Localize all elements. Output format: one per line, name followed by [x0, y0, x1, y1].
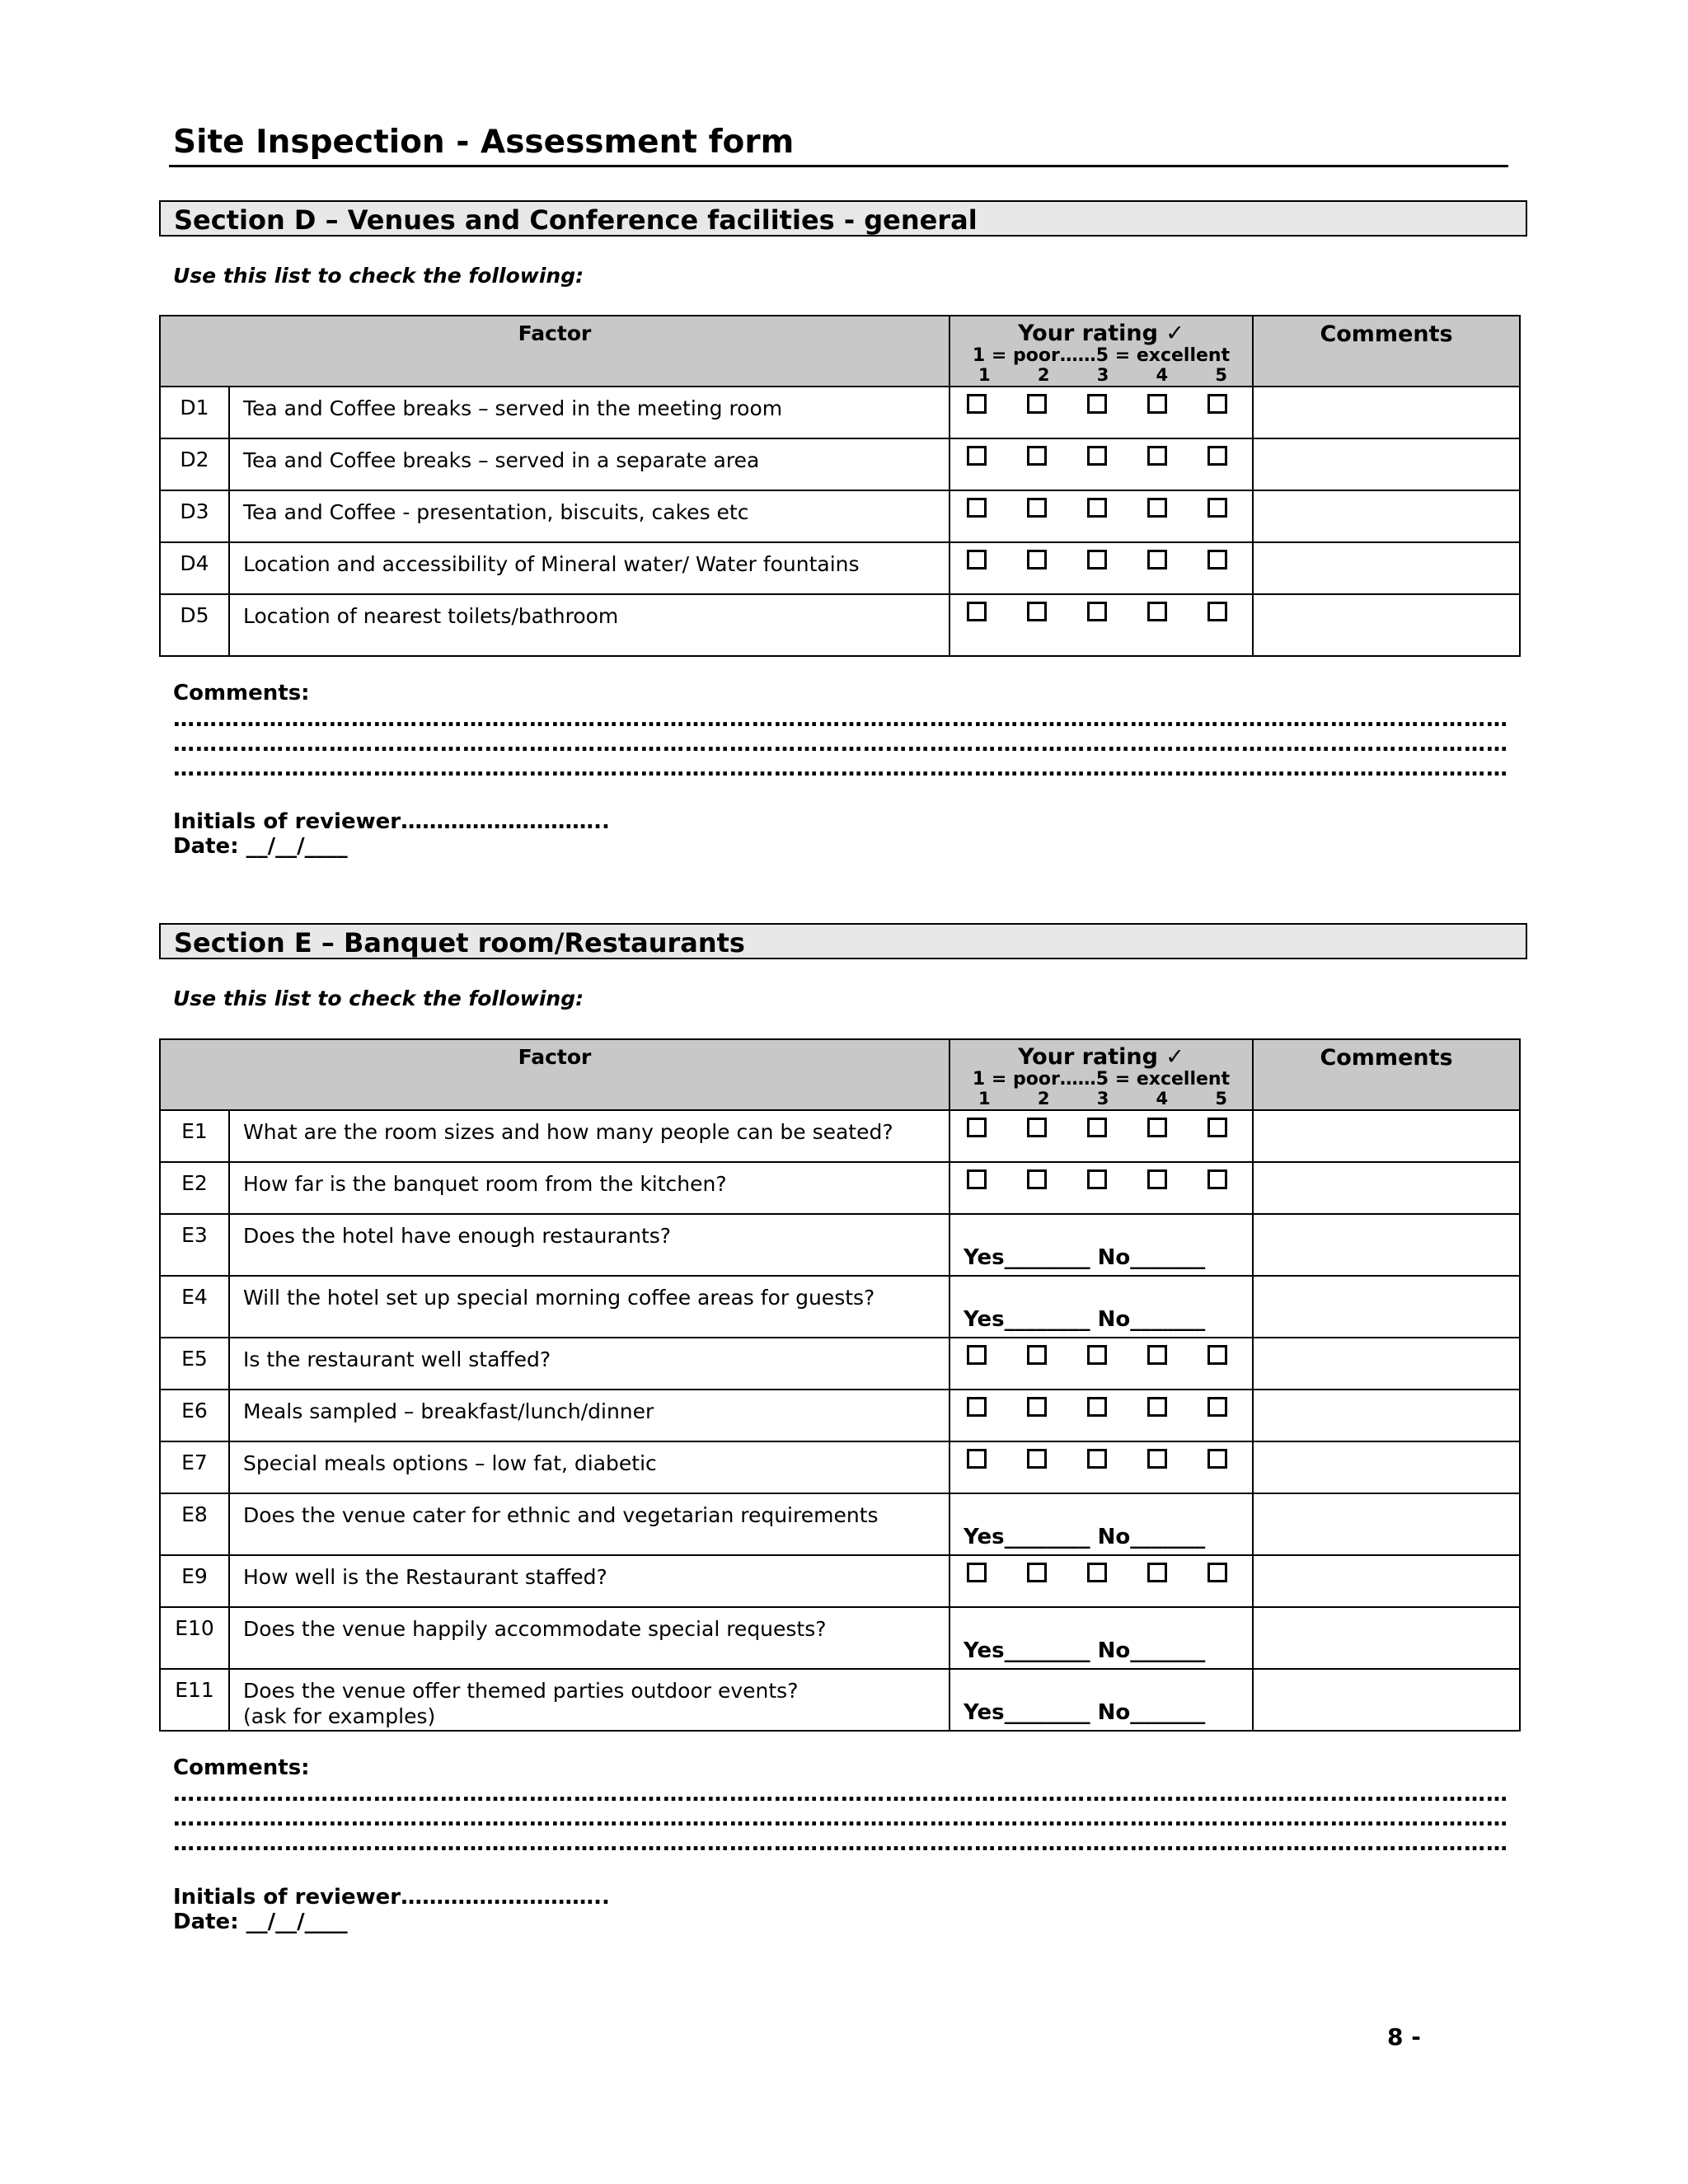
rating-checkbox[interactable]: [1147, 394, 1167, 414]
row-factor: [229, 1338, 950, 1390]
factor-text-note: (ask for examples): [243, 1704, 436, 1729]
scale-number: 4: [1156, 1088, 1169, 1108]
yes-no-field: [964, 1307, 1205, 1332]
row-rating: [950, 1162, 1253, 1214]
factor-text: Does the hotel have enough restaurants?: [243, 1224, 672, 1248]
row-factor: [229, 1390, 950, 1441]
section-e-date[interactable]: Date: __/__/____: [173, 1910, 348, 1934]
title-underline: [169, 165, 1508, 167]
scale-number: 2: [1037, 1088, 1050, 1108]
yes-field[interactable]: Yes________: [964, 1245, 1090, 1270]
rating-checkbox[interactable]: [1147, 550, 1167, 569]
rating-checkbox[interactable]: [1207, 1118, 1227, 1137]
row-comment-cell[interactable]: [1253, 1338, 1520, 1390]
table-row: [160, 1669, 1520, 1731]
scale-number: 4: [1156, 364, 1169, 385]
row-rating: [950, 490, 1253, 542]
rating-checkbox[interactable]: [1027, 446, 1047, 466]
rating-checkbox[interactable]: [1087, 498, 1107, 518]
comment-line[interactable]: [173, 1807, 1508, 1831]
section-d-heading: Section D – Venues and Conference facilities - general: [174, 204, 978, 236]
rating-checkbox[interactable]: [967, 550, 987, 569]
table-header-row: [160, 316, 1520, 387]
row-comment-cell[interactable]: [1253, 594, 1520, 656]
row-comment-cell[interactable]: [1253, 1390, 1520, 1441]
row-comment-cell[interactable]: [1253, 1441, 1520, 1493]
table-row: [160, 1390, 1520, 1441]
rating-checkbox[interactable]: [1207, 394, 1227, 414]
factor-text: Location of nearest toilets/bathroom: [243, 604, 619, 628]
row-rating: [950, 1214, 1253, 1276]
row-comment-cell[interactable]: [1253, 438, 1520, 490]
section-d-comments-label: Comments:: [173, 681, 310, 705]
rating-checkbox[interactable]: [1027, 1449, 1047, 1469]
rating-checkbox[interactable]: [1027, 602, 1047, 621]
section-e-heading: Section E – Banquet room/Restaurants: [174, 927, 745, 958]
row-rating: [950, 542, 1253, 594]
comment-line[interactable]: [173, 707, 1508, 732]
rating-checkbox[interactable]: [967, 1118, 987, 1137]
row-code: E8: [160, 1493, 229, 1555]
yes-no-field: [964, 1525, 1205, 1549]
rating-checkboxes: [950, 1442, 1252, 1469]
section-e-instruction: Use this list to check the following:: [173, 987, 584, 1010]
rating-checkbox[interactable]: [967, 1169, 987, 1189]
row-comment-cell[interactable]: [1253, 387, 1520, 438]
scale-number: 5: [1215, 1088, 1228, 1108]
rating-checkbox[interactable]: [967, 1345, 987, 1365]
row-factor: [229, 1555, 950, 1607]
rating-checkbox[interactable]: [1207, 1563, 1227, 1582]
row-code: D1: [160, 387, 229, 438]
row-rating: [950, 1493, 1253, 1555]
comment-line[interactable]: [173, 1831, 1508, 1856]
rating-checkbox[interactable]: [1087, 1449, 1107, 1469]
rating-checkbox[interactable]: [1087, 1397, 1107, 1417]
rating-checkbox[interactable]: [1027, 1169, 1047, 1189]
rating-checkbox[interactable]: [967, 498, 987, 518]
table-row: [160, 1441, 1520, 1493]
row-rating: [950, 1390, 1253, 1441]
rating-checkbox[interactable]: [1207, 1449, 1227, 1469]
rating-header: [950, 316, 1253, 387]
row-comment-cell[interactable]: [1253, 1669, 1520, 1731]
rating-checkboxes: [950, 1111, 1252, 1137]
rating-checkbox[interactable]: [1147, 1563, 1167, 1582]
comments-header: Comments: [1253, 316, 1520, 387]
rating-checkbox[interactable]: [1147, 446, 1167, 466]
rating-checkboxes: [950, 1390, 1252, 1417]
factor-text: Tea and Coffee breaks – served in the meeting room: [243, 396, 783, 420]
factor-text: Does the venue cater for ethnic and vegetarian requirements: [243, 1503, 879, 1527]
rating-checkbox[interactable]: [1087, 1118, 1107, 1137]
table-header-row: [160, 1039, 1520, 1110]
row-factor: [229, 387, 950, 438]
row-comment-cell[interactable]: [1253, 1493, 1520, 1555]
rating-checkboxes: [950, 1163, 1252, 1189]
factor-text: How far is the banquet room from the kitchen?: [243, 1172, 727, 1196]
factor-text: Special meals options – low fat, diabetic: [243, 1451, 657, 1475]
table-row: [160, 1110, 1520, 1162]
page-number: 8 -: [1387, 2023, 1421, 2050]
rating-checkboxes: [950, 387, 1252, 414]
no-field[interactable]: No_______: [1097, 1307, 1206, 1332]
rating-checkbox[interactable]: [1207, 1169, 1227, 1189]
rating-scale: 1 = poor……5 = excellent: [972, 1068, 1231, 1090]
row-comment-cell[interactable]: [1253, 1110, 1520, 1162]
row-code: E4: [160, 1276, 229, 1338]
section-e-table: [159, 1038, 1521, 1732]
rating-checkbox[interactable]: [1147, 1169, 1167, 1189]
rating-header: [950, 1039, 1253, 1110]
row-rating: [950, 1441, 1253, 1493]
rating-checkbox[interactable]: [1027, 394, 1047, 414]
factor-text: What are the room sizes and how many people can be seated?: [243, 1120, 893, 1144]
table-row: [160, 1555, 1520, 1607]
row-factor: [229, 1276, 950, 1338]
rating-checkbox[interactable]: [1087, 446, 1107, 466]
row-code: E10: [160, 1607, 229, 1669]
rating-checkbox[interactable]: [1027, 550, 1047, 569]
comments-header: Comments: [1253, 1039, 1520, 1110]
table-row: [160, 387, 1520, 438]
row-rating: [950, 1669, 1253, 1731]
section-d-instruction: Use this list to check the following:: [173, 264, 584, 288]
row-code: D2: [160, 438, 229, 490]
row-factor: [229, 594, 950, 656]
rating-checkbox[interactable]: [1147, 498, 1167, 518]
row-comment-cell[interactable]: [1253, 490, 1520, 542]
row-comment-cell[interactable]: [1253, 1607, 1520, 1669]
rating-checkbox[interactable]: [1027, 1397, 1047, 1417]
row-rating: [950, 1276, 1253, 1338]
row-rating: [950, 438, 1253, 490]
page-title: Site Inspection - Assessment form: [173, 124, 795, 161]
row-comment-cell[interactable]: [1253, 1214, 1520, 1276]
rating-checkbox[interactable]: [1027, 1345, 1047, 1365]
row-rating: [950, 1555, 1253, 1607]
rating-checkbox[interactable]: [1147, 1118, 1167, 1137]
rating-checkbox[interactable]: [1087, 1345, 1107, 1365]
factor-text: Will the hotel set up special morning coffee areas for guests?: [243, 1286, 875, 1310]
rating-checkbox[interactable]: [1147, 1397, 1167, 1417]
no-field[interactable]: No_______: [1097, 1638, 1206, 1663]
factor-text: Does the venue happily accommodate special requests?: [243, 1617, 827, 1641]
rating-checkbox[interactable]: [1207, 550, 1227, 569]
yes-field[interactable]: Yes________: [964, 1525, 1090, 1549]
rating-checkboxes: [950, 595, 1252, 621]
factor-text: Meals sampled – breakfast/lunch/dinner: [243, 1399, 654, 1423]
row-factor: [229, 1669, 950, 1731]
rating-scale: 1 = poor……5 = excellent: [972, 344, 1231, 366]
table-row: [160, 1276, 1520, 1338]
scale-number: 3: [1096, 364, 1109, 385]
comment-line[interactable]: [173, 757, 1508, 781]
row-code: E7: [160, 1441, 229, 1493]
rating-checkbox[interactable]: [1207, 1397, 1227, 1417]
row-factor: [229, 1162, 950, 1214]
no-field[interactable]: No_______: [1097, 1700, 1206, 1725]
row-code: E2: [160, 1162, 229, 1214]
row-code: E1: [160, 1110, 229, 1162]
rating-checkbox[interactable]: [1207, 602, 1227, 621]
scale-number: 1: [978, 364, 991, 385]
rating-scale-numbers: [950, 1090, 1252, 1108]
comment-line[interactable]: [173, 1782, 1508, 1807]
row-code: E3: [160, 1214, 229, 1276]
rating-header-title: Your rating ✓: [1018, 321, 1184, 346]
section-e-initials[interactable]: Initials of reviewer………………………..: [173, 1885, 610, 1910]
row-code: E5: [160, 1338, 229, 1390]
row-factor: [229, 490, 950, 542]
rating-checkboxes: [950, 1556, 1252, 1582]
row-code: D3: [160, 490, 229, 542]
rating-checkbox[interactable]: [967, 602, 987, 621]
table-row: [160, 594, 1520, 656]
row-factor: [229, 1214, 950, 1276]
section-d-initials[interactable]: Initials of reviewer………………………..: [173, 809, 610, 834]
rating-checkbox[interactable]: [1207, 498, 1227, 518]
row-code: D5: [160, 594, 229, 656]
yes-no-field: [964, 1638, 1205, 1663]
rating-checkbox[interactable]: [1147, 602, 1167, 621]
table-row: [160, 1214, 1520, 1276]
comment-line[interactable]: [173, 732, 1508, 757]
table-row: [160, 490, 1520, 542]
rating-checkbox[interactable]: [967, 446, 987, 466]
rating-checkbox[interactable]: [1087, 1563, 1107, 1582]
rating-checkboxes: [950, 1338, 1252, 1365]
row-factor: [229, 1110, 950, 1162]
rating-checkbox[interactable]: [1087, 602, 1107, 621]
scale-number: 2: [1037, 364, 1050, 385]
factor-text: Tea and Coffee - presentation, biscuits, cakes etc: [243, 500, 749, 524]
rating-checkbox[interactable]: [1087, 550, 1107, 569]
rating-checkbox[interactable]: [1027, 498, 1047, 518]
rating-checkbox[interactable]: [967, 394, 987, 414]
rating-checkbox[interactable]: [1087, 394, 1107, 414]
table-row: [160, 1162, 1520, 1214]
yes-no-field: [964, 1245, 1205, 1270]
row-comment-cell[interactable]: [1253, 1555, 1520, 1607]
section-d-table: [159, 315, 1521, 657]
no-field[interactable]: No_______: [1097, 1525, 1206, 1549]
table-row: [160, 1493, 1520, 1555]
rating-checkbox[interactable]: [1147, 1345, 1167, 1365]
row-factor: [229, 1441, 950, 1493]
row-rating: [950, 1607, 1253, 1669]
row-code: D4: [160, 542, 229, 594]
row-comment-cell[interactable]: [1253, 542, 1520, 594]
row-comment-cell[interactable]: [1253, 1162, 1520, 1214]
rating-checkbox[interactable]: [967, 1449, 987, 1469]
row-rating: [950, 594, 1253, 656]
row-code: E11: [160, 1669, 229, 1731]
yes-field[interactable]: Yes________: [964, 1638, 1090, 1663]
rating-checkbox[interactable]: [1027, 1118, 1047, 1137]
rating-checkbox[interactable]: [967, 1563, 987, 1582]
rating-checkbox[interactable]: [1207, 1345, 1227, 1365]
yes-field[interactable]: Yes________: [964, 1700, 1090, 1725]
scale-number: 1: [978, 1088, 991, 1108]
factor-text: Location and accessibility of Mineral water/ Water fountains: [243, 552, 860, 576]
rating-checkbox[interactable]: [1087, 1169, 1107, 1189]
row-comment-cell[interactable]: [1253, 1276, 1520, 1338]
factor-text: Is the restaurant well staffed?: [243, 1347, 551, 1371]
scale-number: 5: [1215, 364, 1228, 385]
no-field[interactable]: No_______: [1097, 1245, 1206, 1270]
scale-number: 3: [1096, 1088, 1109, 1108]
table-row: [160, 1607, 1520, 1669]
row-code: E6: [160, 1390, 229, 1441]
table-row: [160, 438, 1520, 490]
factor-text: Does the venue offer themed parties outdoor events?: [243, 1679, 799, 1703]
table-row: [160, 1338, 1520, 1390]
rating-checkboxes: [950, 491, 1252, 518]
section-d-date[interactable]: Date: __/__/____: [173, 834, 348, 859]
row-factor: [229, 438, 950, 490]
rating-checkbox[interactable]: [1207, 446, 1227, 466]
rating-header-title: Your rating ✓: [1018, 1044, 1184, 1070]
row-rating: [950, 1110, 1253, 1162]
yes-field[interactable]: Yes________: [964, 1307, 1090, 1332]
row-factor: [229, 1607, 950, 1669]
factor-text: How well is the Restaurant staffed?: [243, 1565, 607, 1589]
factor-text: Tea and Coffee breaks – served in a separate area: [243, 448, 760, 472]
rating-checkbox[interactable]: [967, 1397, 987, 1417]
rating-checkboxes: [950, 439, 1252, 466]
row-rating: [950, 387, 1253, 438]
rating-checkbox[interactable]: [1027, 1563, 1047, 1582]
section-e-comments-label: Comments:: [173, 1755, 310, 1780]
row-rating: [950, 1338, 1253, 1390]
row-factor: [229, 1493, 950, 1555]
section-d-header: [159, 200, 1527, 237]
rating-checkbox[interactable]: [1147, 1449, 1167, 1469]
table-row: [160, 542, 1520, 594]
rating-checkboxes: [950, 543, 1252, 569]
factor-header: Factor: [160, 316, 950, 387]
factor-header: Factor: [160, 1039, 950, 1110]
rating-scale-numbers: [950, 366, 1252, 385]
section-e-header: [159, 923, 1527, 959]
row-code: E9: [160, 1555, 229, 1607]
row-factor: [229, 542, 950, 594]
yes-no-field: [964, 1700, 1205, 1725]
